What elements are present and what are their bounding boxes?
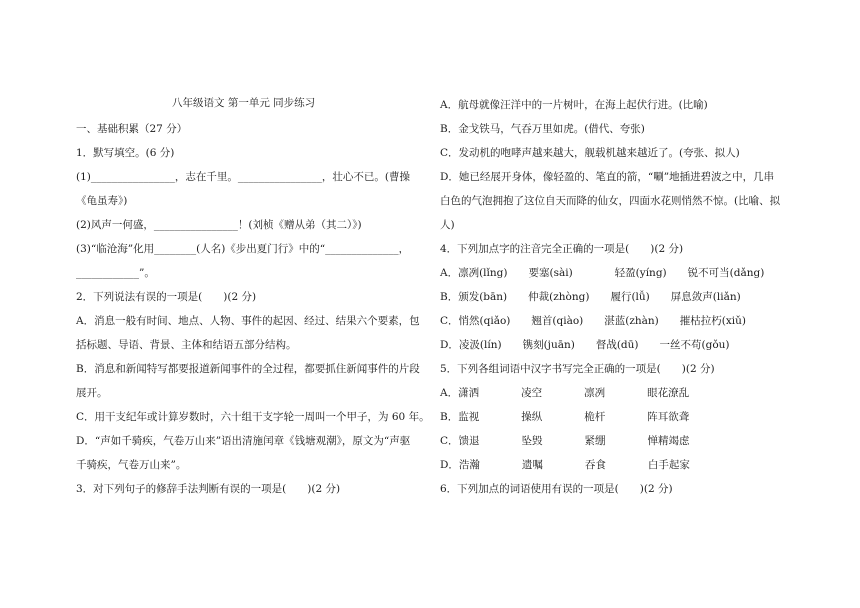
question-2-option-a: A．消息一般有时间、地点、人物、事件的起因、经过、结果六个要素，包 xyxy=(76,315,420,327)
question-2-option-c: C．用干支纪年或计算岁数时，六十组干支字轮一周叫一个甲子，为 60 年。 xyxy=(76,411,430,423)
question-1: 1．默写填空。(6 分) xyxy=(76,147,175,159)
page-title: 八年级语文 第一单元 同步练习 xyxy=(172,97,316,109)
section-heading: 一、基础积累（27 分） xyxy=(76,123,188,135)
question-2-option-d: D．“声如千骑疾，气卷万山来”语出清施闰章《钱塘观潮》，原文为“声驱 xyxy=(76,435,411,447)
question-4-option-a: A．凛冽(lǐng) 要塞(sài) 轻盈(yíng) 锐不可当(dǎng) xyxy=(440,267,765,279)
question-1-line-4: (3)“临沧海”化用________(人名)《步出夏门行》中的“______________， xyxy=(76,243,410,255)
question-1-line-3: (2)风声一何盛，________________！(刘桢《赠从弟（其二）》) xyxy=(76,219,362,231)
question-3-option-b: B．金戈铁马，气吞万里如虎。(借代、夸张) xyxy=(440,123,645,135)
question-2-option-b-cont: 展开。 xyxy=(76,387,108,399)
question-2: 2．下列说法有误的一项是( )(2 分) xyxy=(76,291,257,303)
question-5-option-b: B．监视 操纵 桅杆 阵耳欲聋 xyxy=(440,411,690,423)
question-3-option-c: C．发动机的咆哮声越来越大，舰载机越来越近了。(夸张、拟人) xyxy=(440,147,740,159)
question-2-option-d-cont: 千骑疾，气卷万山来”。 xyxy=(76,459,187,471)
question-2-option-a-cont: 括标题、导语、背景、主体和结语五部分结构。 xyxy=(76,339,297,351)
question-1-line-1: (1)________________，志在千里。________________，壮心不已。(曹操 xyxy=(76,171,410,183)
question-3: 3．对下列句子的修辞手法判断有误的一项是( )(2 分) xyxy=(76,483,341,495)
question-6: 6．下列加点的词语使用有误的一项是( )(2 分) xyxy=(440,483,673,495)
question-3-option-d: D．她已经展开身体，像轻盈的、笔直的箭，“唰”地插进碧波之中，几串 xyxy=(440,171,775,183)
question-5: 5．下列各组词语中汉字书写完全正确的一项是( )(2 分) xyxy=(440,363,715,375)
question-5-option-a: A．潇洒 凌空 凛冽 眼花潦乱 xyxy=(440,387,690,399)
question-4: 4．下列加点字的注音完全正确的一项是( )(2 分) xyxy=(440,243,684,255)
question-3-option-d-end: 人) xyxy=(440,219,455,231)
question-4-option-b: B．颁发(bān) 仲裁(zhòng) 履行(lǚ) 屏息敛声(liǎn) xyxy=(440,291,741,303)
question-4-option-d: D．凌汲(lín) 镌刻(juān) 督战(dū) 一丝不苟(gǒu) xyxy=(440,339,730,351)
question-1-line-5: ____________”。 xyxy=(76,267,155,279)
question-2-option-b: B．消息和新闻特写都要报道新闻事件的全过程，都要抓住新闻事件的片段 xyxy=(76,363,420,375)
question-3-option-a: A．航母就像汪洋中的一片树叶，在海上起伏行进。(比喻) xyxy=(440,99,708,111)
question-1-line-2: 《龟虽寿》) xyxy=(76,195,128,207)
question-4-option-c: C．悄然(qiǎo) 翘首(qiào) 湛蓝(zhàn) 摧枯拉朽(xiǔ) xyxy=(440,315,746,327)
question-5-option-c: C．馈退 坠毁 紧绷 惮精竭虑 xyxy=(440,435,690,447)
question-3-option-d-cont: 白色的气泡拥抱了这位自天而降的仙女，四面水花则悄然不惊。(比喻、拟 xyxy=(440,195,781,207)
question-5-option-d: D．浩瀚 遗嘱 吞食 白手起家 xyxy=(440,459,690,471)
